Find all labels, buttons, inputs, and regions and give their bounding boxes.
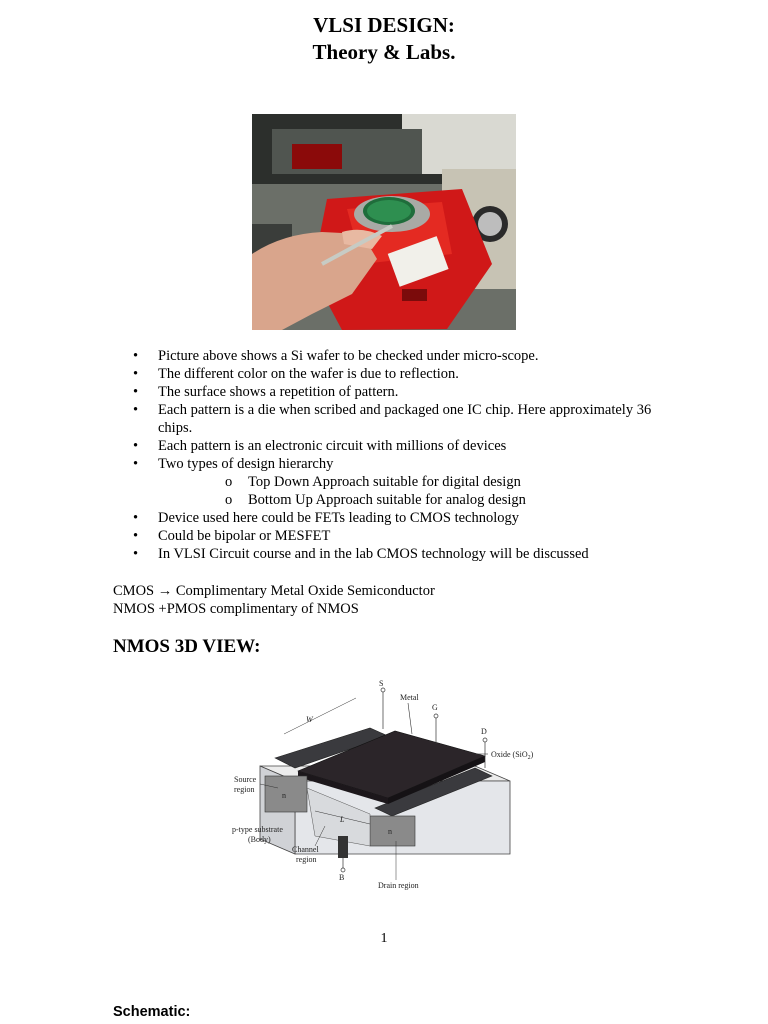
- metal-label: Metal: [400, 693, 419, 702]
- bullet-list: [113, 347, 673, 563]
- bullet-marker: •: [133, 366, 139, 382]
- n-label-source: n: [282, 791, 286, 800]
- list-item-text: Each pattern is a die when scribed and packaged one IC chip. Here approximately 36 chips.: [158, 402, 652, 436]
- bullet-marker: •: [133, 438, 139, 454]
- section-heading: NMOS 3D VIEW:: [113, 636, 261, 657]
- sub-list-item-text: Top Down Approach suitable for digital design: [248, 474, 521, 490]
- list-item-text: In VLSI Circuit course and in the lab CMOS technology will be discussed: [158, 546, 589, 562]
- list-item: [113, 437, 673, 455]
- bullet-marker: •: [133, 456, 139, 472]
- bullet-marker: •: [133, 546, 139, 562]
- list-item: [113, 401, 673, 437]
- oxide-label-text: Oxide (SiO: [491, 750, 528, 759]
- title-line-2: Theory & Labs.: [312, 40, 456, 64]
- list-item: [113, 527, 673, 545]
- terminal-s-label: S: [379, 679, 384, 688]
- nmos-pmos-line: NMOS +PMOS complimentary of NMOS: [113, 601, 359, 617]
- channel-region-label-1: Channel: [292, 845, 319, 854]
- terminal-d-label: D: [481, 727, 487, 736]
- width-label: W: [306, 715, 313, 724]
- nmos-3d-diagram: [220, 676, 560, 896]
- oxide-label: [491, 750, 534, 761]
- wafer-microscope-photo: [252, 114, 516, 330]
- bullet-marker: •: [133, 348, 139, 364]
- list-item-text: Each pattern is an electronic circuit with millions of devices: [158, 438, 507, 454]
- terminal-b-label: B: [339, 873, 345, 882]
- schematic-heading: Schematic:: [113, 1004, 191, 1020]
- sub-list-item-text: Bottom Up Approach suitable for analog design: [248, 492, 526, 508]
- cmos-expansion: Complimentary Metal Oxide Semiconductor: [175, 583, 435, 599]
- bullet-marker: •: [133, 402, 139, 418]
- list-item: [113, 509, 673, 527]
- list-item-text: Two types of design hierarchy: [158, 456, 334, 472]
- list-item-text: Device used here could be FETs leading to CMOS technology: [158, 510, 520, 526]
- source-region-label-1: Source: [234, 775, 257, 784]
- list-item-text: The surface shows a repetition of pattern.: [158, 384, 399, 400]
- p-substrate-label-1: p-type substrate: [232, 825, 283, 834]
- drain-region-label: Drain region: [378, 881, 419, 890]
- cmos-abbr: CMOS: [113, 583, 155, 599]
- p-substrate-label-2: (Body): [248, 835, 271, 844]
- sub-bullet-marker: o: [225, 474, 233, 490]
- sub-list-item: [158, 491, 673, 509]
- bullet-marker: •: [133, 510, 139, 526]
- page-number: 1: [380, 931, 388, 946]
- list-item: [113, 455, 673, 509]
- arrow-icon: →: [157, 583, 173, 599]
- list-item-text: Picture above shows a Si wafer to be checked under micro-scope.: [158, 348, 539, 364]
- sub-list: [158, 473, 673, 509]
- bullet-marker: •: [133, 528, 139, 544]
- title-line-1: VLSI DESIGN:: [313, 13, 455, 37]
- terminal-g-label: G: [432, 703, 438, 712]
- list-item: [113, 383, 673, 401]
- sub-bullet-marker: o: [225, 492, 233, 508]
- oxide-subscript: 2: [527, 755, 531, 761]
- list-item: [113, 545, 673, 563]
- list-item-text: The different color on the wafer is due to reflection.: [158, 366, 459, 382]
- oxide-close: ): [530, 750, 534, 759]
- bullet-marker: •: [133, 384, 139, 400]
- sub-list-item: [158, 473, 673, 491]
- list-item: [113, 365, 673, 383]
- n-label-drain: n: [388, 827, 392, 836]
- list-item-text: Could be bipolar or MESFET: [158, 528, 331, 544]
- length-label: L: [340, 815, 345, 824]
- cmos-definition: [113, 582, 435, 600]
- channel-region-label-2: region: [296, 855, 317, 864]
- list-item: [113, 347, 673, 365]
- source-region-label-2: region: [234, 785, 255, 794]
